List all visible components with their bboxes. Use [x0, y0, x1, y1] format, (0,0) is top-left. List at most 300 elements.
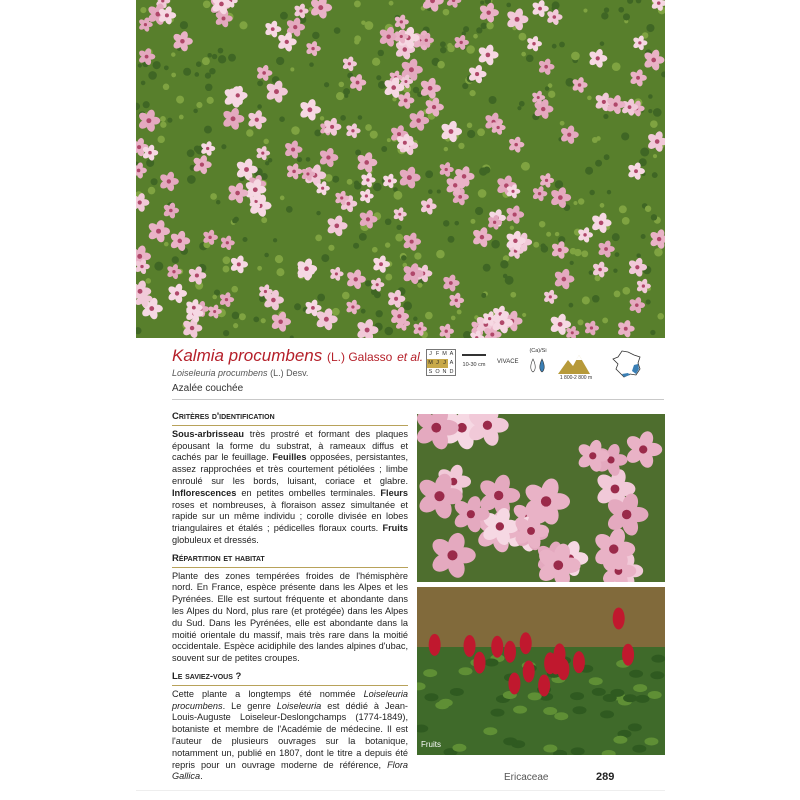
leaf-dot [403, 301, 412, 310]
leaf-dot [389, 1, 394, 6]
leaf-dot [228, 54, 236, 62]
leaf-dot [218, 48, 224, 54]
leaf-dot [473, 34, 478, 39]
leaf-dot [646, 299, 651, 304]
leaf-dot [640, 148, 649, 157]
leaf-dot [253, 316, 259, 322]
leaf-dot [314, 130, 321, 137]
leaf-dot [354, 180, 359, 185]
leaf-dot [587, 96, 592, 101]
leaf-shape [513, 706, 527, 714]
leaf-dot [160, 116, 166, 122]
leaf-dot [148, 187, 156, 195]
leaf-dot [448, 236, 455, 243]
leaf-dot [365, 124, 372, 131]
leaf-dot [470, 219, 475, 224]
soil-label: (Ca)/Si [529, 348, 547, 354]
leaf-dot [475, 207, 483, 215]
leaf-dot [503, 274, 508, 279]
leaf-dot [207, 53, 212, 58]
leaf-dot [385, 274, 392, 281]
leaf-dot [353, 243, 359, 249]
footer-divider [136, 790, 665, 791]
flower-closeup-photo [417, 414, 665, 582]
leaf-dot [239, 313, 246, 320]
leaf-dot [342, 292, 350, 300]
leaf-dot [618, 7, 624, 13]
leaf-dot [153, 61, 161, 69]
leaf-dot [273, 238, 277, 242]
leaf-dot [376, 310, 383, 317]
italic-name: Flora Gallica [172, 759, 408, 782]
month-cell: F [435, 351, 440, 357]
leaf-dot [602, 317, 608, 323]
species-title [172, 346, 423, 365]
leaf-dot [359, 233, 367, 241]
text-run: . Le genre [222, 700, 277, 711]
leaf-dot [315, 234, 322, 241]
leaf-dot [334, 27, 341, 34]
leaf-dot [196, 61, 202, 67]
leaf-dot [521, 162, 530, 171]
leaf-dot [486, 22, 493, 29]
leaf-dot [151, 178, 158, 185]
leaf-dot [582, 296, 590, 304]
leaf-dot [263, 139, 268, 144]
leaf-dot [510, 226, 514, 230]
header-divider [172, 399, 664, 400]
leaf-dot [143, 101, 150, 108]
leaf-dot [194, 145, 201, 152]
leaf-shape [423, 669, 437, 677]
flower-carpet-image [136, 0, 665, 338]
month-cell: N [442, 369, 447, 375]
leaf-dot [650, 330, 655, 335]
leaf-dot [657, 313, 664, 320]
leaf-shape [571, 747, 585, 755]
know-rule [172, 685, 408, 686]
leaf-shape [592, 688, 606, 696]
leaf-dot [517, 106, 521, 110]
leaf-dot [413, 317, 417, 321]
leaf-dot [187, 175, 196, 184]
leaf-dot [223, 256, 231, 264]
leaf-dot [286, 206, 293, 213]
leaf-dot [279, 116, 285, 122]
leaf-dot [355, 150, 361, 156]
leaf-dot [354, 39, 359, 44]
leaf-dot [257, 104, 262, 109]
leaf-dot [613, 268, 617, 272]
leaf-dot [604, 7, 609, 12]
leaf-dot [242, 237, 247, 242]
leaf-dot [469, 90, 475, 96]
leaf-dot [309, 62, 314, 67]
leaf-shape [528, 692, 542, 700]
book-page [136, 0, 665, 800]
leaf-dot [604, 154, 610, 160]
leaf-dot [280, 196, 285, 201]
leaf-dot [533, 242, 539, 248]
leaf-dot [163, 84, 169, 90]
leaf-shape [491, 709, 505, 717]
leaf-dot [560, 121, 565, 126]
leaf-dot [414, 252, 421, 259]
leaf-shape [613, 736, 627, 744]
leaf-dot [361, 309, 366, 314]
leaf-dot [280, 12, 288, 20]
leaf-dot [653, 108, 662, 117]
know-paragraph [172, 689, 408, 783]
page-number: 289 [596, 771, 615, 783]
leaf-dot [212, 54, 217, 59]
leaf-dot [290, 67, 294, 71]
distribution-paragraph: Plante des zones tempérées froides de l'hémisphère nord. En France, espèce présente dans les Alpes et les Pyrénées. Elle est surtout fréquente et abondante dans les Alpes du Nord, plus rare (et protégée) dans les Alpes du Sud. Dans les Pyrénées, elle est abondante dans la moitié orientale du massif, mais très rare dans la moitié occidentale. Espèce acidiphile des landes alpines d'ubac, souvent sur de petites croupes. [172, 570, 408, 664]
leaf-shape [632, 745, 646, 753]
leaf-shape [543, 745, 557, 753]
leaf-dot [210, 193, 217, 200]
fruits-caption: Fruits [421, 740, 441, 749]
leaf-dot [570, 261, 574, 265]
leaf-shape [452, 744, 466, 752]
leaf-dot [312, 32, 319, 39]
leaf-dot [179, 115, 184, 120]
term-feuilles: Feuilles [272, 452, 307, 463]
distribution-heading: Répartition et habitat [172, 552, 265, 564]
term-inflorescences: Inflorescences [172, 487, 237, 498]
leaf-dot [548, 91, 555, 98]
criteria-paragraph [172, 429, 408, 547]
leaf-dot [519, 33, 527, 41]
leaf-dot [443, 9, 450, 16]
fruit-capsule [504, 641, 516, 663]
leaf-dot [600, 203, 605, 208]
leaf-dot [648, 109, 652, 113]
leaf-shape [483, 727, 497, 735]
leaf-dot [569, 303, 574, 308]
leaf-dot [371, 289, 377, 295]
leaf-dot [653, 154, 657, 158]
leaf-dot [216, 200, 221, 205]
leaf-dot [316, 211, 320, 215]
text-run: globuleux et dressés. [172, 534, 259, 545]
leaf-dot [158, 136, 165, 143]
leaf-dot [167, 118, 172, 123]
leaf-dot [183, 68, 191, 76]
text-run: très prostré et formant des plaques épousant la forme du substrat, à rameaux diffus et cachés par le feuillage. [172, 428, 408, 463]
leaf-dot [546, 232, 551, 237]
leaf-dot [145, 278, 151, 284]
leaf-dot [373, 183, 382, 192]
leaf-dot [440, 41, 446, 47]
leaf-dot [195, 72, 200, 77]
leaf-dot [276, 57, 284, 65]
leaf-dot [231, 286, 238, 293]
leaf-dot [462, 83, 468, 89]
leaf-dot [478, 189, 487, 198]
leaf-dot [454, 221, 459, 226]
leaf-dot [555, 232, 559, 236]
leaf-shape [603, 694, 617, 702]
fruit-capsule [523, 660, 535, 682]
leaf-dot [583, 8, 587, 12]
leaf-dot [264, 253, 269, 258]
leaf-dot [578, 319, 584, 325]
leaf-dot [193, 109, 198, 114]
fruit-capsule [550, 652, 562, 674]
leaf-dot [648, 94, 653, 99]
leaf-dot [443, 220, 449, 226]
leaf-dot [603, 114, 608, 119]
fruit-capsule [573, 651, 585, 673]
leaf-dot [440, 47, 446, 53]
leaf-dot [500, 260, 508, 268]
leaf-dot [276, 268, 284, 276]
leaf-shape [648, 691, 662, 699]
leaf-dot [447, 43, 452, 48]
criteria-heading: Critères d'identification [172, 411, 275, 422]
leaf-dot [601, 12, 608, 19]
leaf-dot [623, 13, 630, 20]
leaf-dot [140, 7, 146, 13]
leaf-dot [646, 24, 654, 32]
leaf-dot [306, 157, 311, 162]
leaf-dot [176, 96, 184, 104]
leaf-dot [595, 160, 602, 167]
term-fleurs: Fleurs [380, 487, 408, 498]
leaf-dot [491, 240, 500, 249]
leaf-dot [401, 255, 406, 260]
text-run: Cette plante a longtemps été nommée [172, 688, 364, 699]
fruit-capsule [474, 652, 486, 674]
italic-name: Loiseleuria [276, 700, 322, 711]
text-run: roses et nombreuses, à floraison assez simultanée et rapide sur un même individu ; corolle divisée en lobes triangulaires et étalés ; pédicelles floraux courts. [172, 499, 408, 534]
leaf-dot [187, 149, 195, 157]
fruit-capsule [538, 674, 550, 696]
leaf-dot [354, 0, 361, 7]
leaf-dot [275, 255, 283, 263]
size-label: 10-30 cm [462, 362, 486, 368]
month-cell: A [449, 360, 454, 366]
leaf-dot [458, 143, 464, 149]
leaf-dot [539, 221, 545, 227]
leaf-dot [324, 82, 329, 87]
leaf-dot [540, 243, 545, 248]
leaf-dot [521, 52, 526, 57]
text-column [172, 411, 408, 789]
leaf-shape [650, 671, 664, 679]
leaf-dot [376, 75, 381, 80]
leaf-dot [592, 295, 600, 303]
species-etal: et al. [397, 350, 424, 364]
leaf-dot [636, 253, 640, 257]
leaf-dot [365, 280, 371, 286]
month-cell: D [449, 369, 454, 375]
leaf-dot [381, 146, 387, 152]
leaf-dot [372, 58, 380, 66]
leaf-dot [444, 147, 448, 151]
leaf-dot [396, 225, 401, 230]
leaf-dot [650, 120, 658, 128]
leaf-shape [623, 694, 637, 702]
leaf-shape [570, 692, 584, 700]
leaf-dot [321, 254, 329, 262]
leaf-dot [154, 262, 163, 271]
leaf-dot [294, 303, 301, 310]
species-author: (L.) Galasso [326, 350, 393, 364]
leaf-dot [233, 323, 238, 328]
leaf-dot [239, 21, 247, 29]
leaf-dot [343, 88, 350, 95]
leaf-dot [261, 318, 266, 323]
fruits-photo [417, 587, 665, 755]
family-label: Ericaceae [504, 772, 549, 783]
species-name: Kalmia procumbens [172, 346, 323, 365]
leaf-dot [361, 20, 366, 25]
leaf-dot [600, 41, 605, 46]
leaf-dot [171, 52, 175, 56]
leaf-dot [585, 167, 593, 175]
leaf-dot [164, 65, 169, 70]
fruit-capsule [429, 634, 441, 656]
leaf-dot [463, 26, 469, 32]
leaf-dot [221, 144, 226, 149]
common-name: Azalée couchée [172, 383, 244, 394]
leaf-dot [347, 179, 353, 185]
leaf-dot [385, 218, 392, 225]
leaf-shape [543, 707, 557, 715]
leaf-dot [387, 138, 391, 142]
leaf-dot [358, 115, 363, 120]
month-cell: S [428, 369, 433, 375]
leaf-dot [641, 234, 646, 239]
leaf-shape [633, 684, 647, 692]
leaf-dot [466, 45, 475, 54]
leaf-dot [436, 250, 445, 259]
leaf-dot [622, 287, 630, 295]
leaf-dot [615, 252, 620, 257]
leaf-shape [554, 712, 568, 720]
leaf-dot [425, 170, 433, 178]
leaf-dot [519, 101, 525, 107]
leaf-dot [141, 81, 146, 86]
leaf-dot [607, 190, 611, 194]
france-map-icon [610, 349, 644, 379]
leaf-dot [612, 233, 620, 241]
leaf-shape [572, 706, 586, 714]
leaf-dot [621, 132, 629, 140]
leaf-dot [180, 21, 188, 29]
fruit-capsule [622, 644, 634, 666]
leaf-dot [589, 270, 593, 274]
leaf-dot [476, 27, 482, 33]
leaf-dot [265, 161, 269, 165]
term-sous-arbrisseau: Sous-arbrisseau [172, 428, 244, 439]
leaf-dot [257, 80, 263, 86]
leaf-dot [291, 126, 300, 135]
leaf-dot [204, 126, 212, 134]
leaf-dot [372, 247, 378, 253]
leaf-dot [652, 172, 658, 178]
flowering-months-grid [426, 349, 456, 376]
fruit-capsule [613, 607, 625, 629]
leaf-dot [370, 131, 378, 139]
mountain-icon [556, 352, 592, 376]
leaf-dot [467, 123, 472, 128]
leaf-dot [261, 217, 267, 223]
leaf-dot [336, 92, 344, 100]
leaf-dot [457, 310, 462, 315]
month-cell: J [441, 359, 448, 368]
month-cell: J [429, 351, 432, 357]
leaf-dot [612, 62, 621, 71]
synonym-author: (L.) Desv. [270, 368, 309, 378]
leaf-dot [574, 249, 581, 256]
synonym-name: Loiseleuria procumbens [172, 368, 268, 378]
altitude-label: 1 800-2 800 m [559, 375, 593, 381]
leaf-dot [481, 293, 486, 298]
leaf-dot [559, 42, 565, 48]
leaf-dot [203, 0, 211, 8]
leaf-dot [417, 283, 422, 288]
leaf-dot [614, 291, 621, 298]
leaf-dot [489, 96, 497, 104]
leaf-dot [378, 50, 384, 56]
flower-closeup-image [417, 414, 665, 582]
leaf-dot [622, 217, 630, 225]
text-run: opposées, persistantes, assez rapprochées et très courtement pétiolées ; limbe enroulé sur les bords, luisant, coriace et glabre. [172, 452, 409, 486]
leaf-dot [138, 63, 142, 67]
criteria-rule [172, 425, 408, 426]
leaf-dot [160, 122, 166, 128]
leaf-dot [364, 21, 373, 30]
leaf-shape [629, 670, 643, 678]
leaf-dot [483, 167, 490, 174]
fruit-capsule [491, 636, 503, 658]
life-cycle-label: VIVACE [497, 359, 519, 365]
leaf-dot [437, 189, 441, 193]
italic-name: Loiseleuria procumbens [172, 688, 408, 711]
leaf-dot [651, 214, 657, 220]
leaf-dot [596, 136, 601, 141]
leaf-dot [385, 327, 394, 336]
term-fruits: Fruits [382, 523, 408, 534]
month-cell: J [434, 359, 441, 368]
leaf-dot [595, 275, 601, 281]
leaf-dot [212, 295, 217, 300]
leaf-dot [467, 130, 475, 138]
leaf-dot [332, 308, 340, 316]
leaf-shape [503, 737, 517, 745]
leaf-dot [437, 61, 445, 69]
main-flower-photo [136, 0, 665, 338]
leaf-shape [644, 737, 658, 745]
leaf-dot [332, 176, 339, 183]
leaf-dot [510, 292, 516, 298]
leaf-dot [209, 68, 215, 74]
leaf-dot [654, 248, 663, 257]
leaf-dot [232, 218, 237, 223]
leaf-dot [545, 86, 549, 90]
fruit-capsule [464, 635, 476, 657]
leaf-dot [552, 1, 560, 9]
leaf-dot [172, 256, 179, 263]
size-icon [458, 352, 490, 368]
leaf-dot [339, 82, 345, 88]
leaf-dot [522, 313, 526, 317]
leaf-shape [424, 693, 438, 701]
leaf-dot [232, 312, 240, 320]
